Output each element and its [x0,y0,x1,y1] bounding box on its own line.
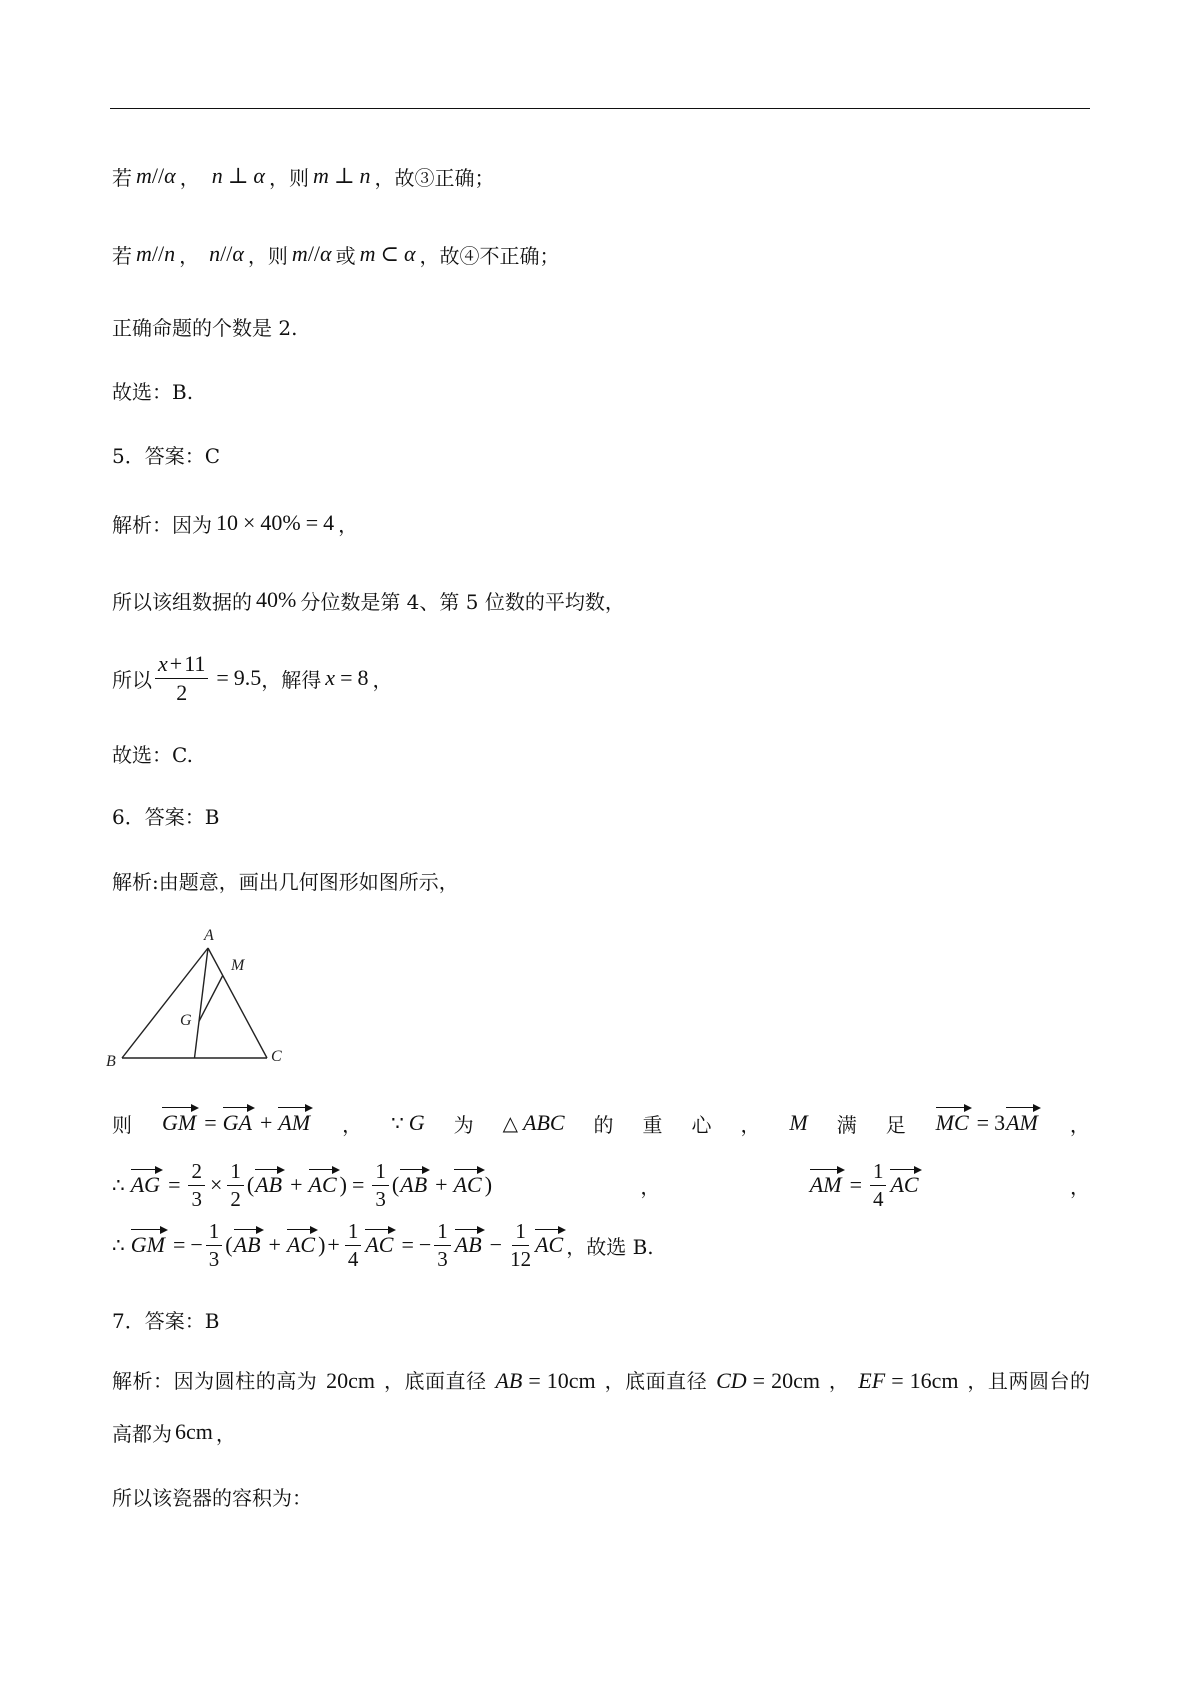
text-de: 的 [593,1112,614,1137]
segment-gm [199,976,223,1022]
equals-sign: = [752,1368,766,1393]
equals-sign: = [891,1368,904,1393]
vertex-label-a: A [204,927,214,944]
percent-value: 40% [256,587,297,612]
math-m-subset-alpha [360,241,416,267]
fraction-1-12 [510,1220,531,1269]
number: 10 [216,510,238,535]
fraction-denominator: 3 [375,1186,386,1211]
equals-sign: = [401,1232,414,1257]
text-choice: 故选：C. [112,742,193,767]
equals-sign: = [528,1368,541,1393]
vector-ag: AG [130,1166,163,1204]
line-volume-intro [112,1471,312,1521]
percent-value: 40% [260,510,301,535]
number: 9.5 [233,665,262,690]
text: 分位数是第 4、第 5 位数的平均数， [300,589,625,614]
parallel-symbol: // [151,163,165,188]
text-comma: ， [828,1369,850,1393]
plus-sign: + [435,1172,448,1197]
line-analysis-6 [112,855,459,905]
minus-sign: − [190,1232,203,1257]
text-ruo: 若 [112,165,132,190]
fraction-numerator: 1 [227,1160,244,1185]
measure-ab: 10cm [546,1368,596,1393]
subset-symbol: ⊂ [380,241,399,266]
vector-ac: AC [364,1226,396,1264]
segment-ab: AB [495,1368,523,1393]
equals-sign: = [172,1232,186,1257]
plus-sign: + [268,1232,281,1257]
text-answer-heading: 5．答案：C [112,443,221,468]
equals-sign: = [849,1172,862,1197]
vector-ab: AB [233,1226,264,1264]
math-var-n: n [359,163,371,188]
minus-sign: − [418,1232,432,1257]
fraction-denominator: 3 [191,1186,202,1211]
measure-cd: 20cm [771,1368,820,1393]
number: 4 [323,510,335,535]
fraction-1-4 [870,1160,887,1209]
minus-sign: − [489,1232,503,1257]
math-var-n: n [209,241,221,266]
text-zhong: 重 [642,1112,663,1137]
text-solve: ，解得 [261,667,322,692]
text-comma: ， [338,512,359,537]
text-ruo: 若 [112,243,132,268]
fraction-numerator: 1 [372,1160,389,1185]
equals-sign: = [216,665,229,690]
text-count-correct: 正确命题的个数是 2. [112,315,298,340]
left-paren: ( [225,1232,233,1257]
line-count-correct [112,301,297,351]
fraction-numerator: 1 [434,1220,451,1245]
text-conclusion: ，故③正确； [374,165,495,190]
line-percentile [112,575,625,625]
text-or: 或 [335,243,356,268]
left-paren: ( [391,1172,400,1197]
text-then: ，则 [247,243,288,268]
text-ze: 则 [112,1112,132,1137]
text: ，底面直径 [604,1369,708,1393]
parallel-symbol: // [307,241,321,266]
text-comma: ， [740,1112,761,1137]
text-choice: 故选：B. [112,379,194,404]
fraction-1-3 [372,1160,389,1209]
times-sign: × [243,510,256,535]
text-xin: 心 [691,1112,712,1137]
vector-ac: AC [453,1166,485,1204]
point-m: M [789,1110,808,1135]
text-comma: ， [372,667,393,692]
text-conclusion: ，故④不正确； [419,243,560,268]
point-label-m: M [231,957,245,974]
math-var-m: m [312,163,329,188]
perpendicular-symbol: ⊥ [333,163,355,188]
fraction-numerator: 2 [188,1160,205,1185]
segment-ef: EF [858,1368,886,1393]
equals-sign: = [976,1110,990,1135]
text-then: ，则 [268,165,309,190]
vector-ab: AB [254,1166,285,1204]
math-m-perp-n [313,163,371,189]
vector-ac: AC [889,1166,921,1204]
side-ab [122,948,208,1058]
fraction-denominator: 3 [208,1246,220,1271]
text-answer-heading: 7．答案：B [112,1308,220,1333]
equals-sign: = [352,1172,365,1197]
equals-sign: = [168,1172,181,1197]
vector-am: AM [1005,1104,1041,1142]
fraction-denominator: 4 [347,1246,359,1271]
coefficient: 3 [994,1110,1006,1135]
math-var-alpha: α [164,163,176,188]
math-var-alpha: α [320,241,332,266]
perpendicular-symbol: ⊥ [227,163,249,188]
fraction-1-4 [345,1220,362,1269]
line-statement-4 [112,229,560,279]
math-var-alpha: α [253,163,265,188]
vector-ga: GA [222,1104,255,1142]
fraction-numerator: 1 [870,1160,887,1185]
vector-ac: AC [286,1226,318,1264]
vector-am: AM [809,1166,845,1204]
line-statement-3 [112,151,495,201]
fraction-denominator: 3 [437,1246,448,1271]
line-vector-gm-result [112,1215,654,1275]
line-vector-ag-am [112,1155,1090,1215]
fraction-1-3 [206,1220,223,1269]
math-var-m: m [291,241,308,266]
therefore-symbol: ∴ [112,1233,125,1257]
text-man: 满 [836,1112,857,1137]
math-var-m: m [359,241,376,266]
fraction-1-3 [434,1220,451,1269]
text: 所以该瓷器的容积为： [112,1485,312,1510]
text-comma: ， [1069,1112,1090,1137]
math-10-times-40-percent [216,510,334,536]
triangle-symbol: △ [502,1111,519,1135]
text-answer-heading: 6．答案：B [112,804,220,829]
fraction-denominator: 12 [510,1246,532,1271]
math-var-alpha: α [403,241,416,266]
fraction-2-3 [188,1160,205,1209]
text-comma: ， [1070,1174,1090,1199]
text-analysis: 解析:由题意，画出几何图形如图所示， [112,869,459,894]
vector-mc: MC [935,1104,972,1142]
vector-equation-mc [935,1104,1041,1142]
text-suoyi: 所以 [112,667,152,692]
number: 11 [184,651,206,677]
vertex-label-c: C [271,1048,282,1065]
measure-ef: 16cm [909,1368,959,1393]
math-var-n: n [211,163,223,188]
text-wei: 为 [453,1112,474,1137]
vector-ab: AB [399,1166,430,1204]
line-choice-b [112,365,193,415]
text: 解析：因为圆柱的高为 [112,1369,318,1393]
fraction-x-plus-11-over-2 [155,652,208,703]
triangle-vertices: ABC [523,1110,565,1135]
text-comma: ， [179,165,200,190]
vector-gm: GM [130,1226,168,1264]
right-paren: ) [484,1172,493,1197]
math-var-n: n [164,241,176,266]
right-paren: ) [318,1232,326,1257]
text-zu: 足 [885,1112,906,1137]
left-paren: ( [246,1172,255,1197]
plus-sign: + [169,651,183,677]
equals-sign: = [340,665,353,690]
line-answer-5 [112,429,220,479]
text-comma: ， [640,1174,661,1199]
math-var-m: m [136,163,152,188]
text-choice: ，故选 B. [566,1234,654,1259]
header-rule [110,108,1090,109]
line-answer-6 [112,790,219,840]
line-solve-x [112,648,392,708]
math-m-parallel-alpha [136,163,176,189]
because-g [391,1110,425,1136]
text: 所以该组数据的 [112,589,252,614]
equation-am [809,1160,922,1209]
text-comma: ， [342,1112,363,1137]
vector-equation-gm [161,1104,313,1142]
line-analysis-7 [112,1356,1090,1406]
segment-cd: CD [716,1368,747,1393]
parallel-symbol: // [151,241,165,266]
equals-sign: = [204,1110,217,1135]
math-var-alpha: α [232,241,244,266]
line-analysis-5 [112,498,358,548]
number: 8 [357,665,369,690]
text-analysis: 解析：因为 [112,512,212,537]
math-var-x: x [158,651,168,677]
plus-sign: + [327,1232,340,1257]
right-paren: ) [339,1172,347,1197]
vector-ac: AC [308,1166,340,1204]
measure-frustum-height: 6cm [175,1419,213,1444]
text: ，底面直径 [383,1369,487,1393]
fraction-denominator: 2 [176,679,188,705]
fraction-numerator: 1 [206,1220,223,1245]
line-choice-c [112,728,193,778]
math-var-x: x [325,665,336,690]
vector-ab: AB [454,1226,485,1264]
text: 高都为 [112,1421,172,1446]
math-var-m: m [136,241,152,266]
math-x-equals-8 [325,665,368,691]
math-m-parallel-alpha [292,241,332,267]
vector-gm: GM [161,1104,199,1142]
point-label-g: G [180,1012,192,1029]
plus-sign: + [259,1110,273,1135]
times-sign: × [209,1172,223,1197]
fraction-numerator [155,652,208,678]
parallel-symbol: // [220,241,233,266]
plus-sign: + [290,1172,303,1197]
because-symbol: ∵ [391,1111,404,1135]
vertex-label-b: B [106,1053,116,1070]
triangle-figure [100,920,300,1080]
equals-sign: = [305,510,319,535]
measure-height: 20cm [326,1368,376,1393]
equation-ag [112,1160,492,1209]
therefore-symbol: ∴ [112,1173,125,1197]
text-comma: ， [215,1421,236,1446]
math-n-parallel-alpha [209,241,244,267]
line-answer-7 [112,1294,219,1344]
point-g: G [408,1110,425,1135]
fraction-numerator: 1 [512,1220,529,1245]
fraction-1-2 [227,1160,244,1209]
vector-am: AM [277,1104,313,1142]
fraction-numerator: 1 [345,1220,362,1245]
text-comma: ， [179,243,200,268]
math-n-perp-alpha [212,163,265,189]
fraction-denominator: 2 [230,1186,241,1211]
median-from-a [195,948,209,1058]
vector-ac: AC [534,1226,566,1264]
fraction-denominator: 4 [872,1186,884,1211]
line-frustum-height [112,1407,236,1457]
math-m-parallel-n [136,241,175,267]
line-vector-setup [112,1098,1090,1148]
triangle-abc [503,1110,565,1136]
text: ，且两圆台的 [967,1369,1091,1393]
